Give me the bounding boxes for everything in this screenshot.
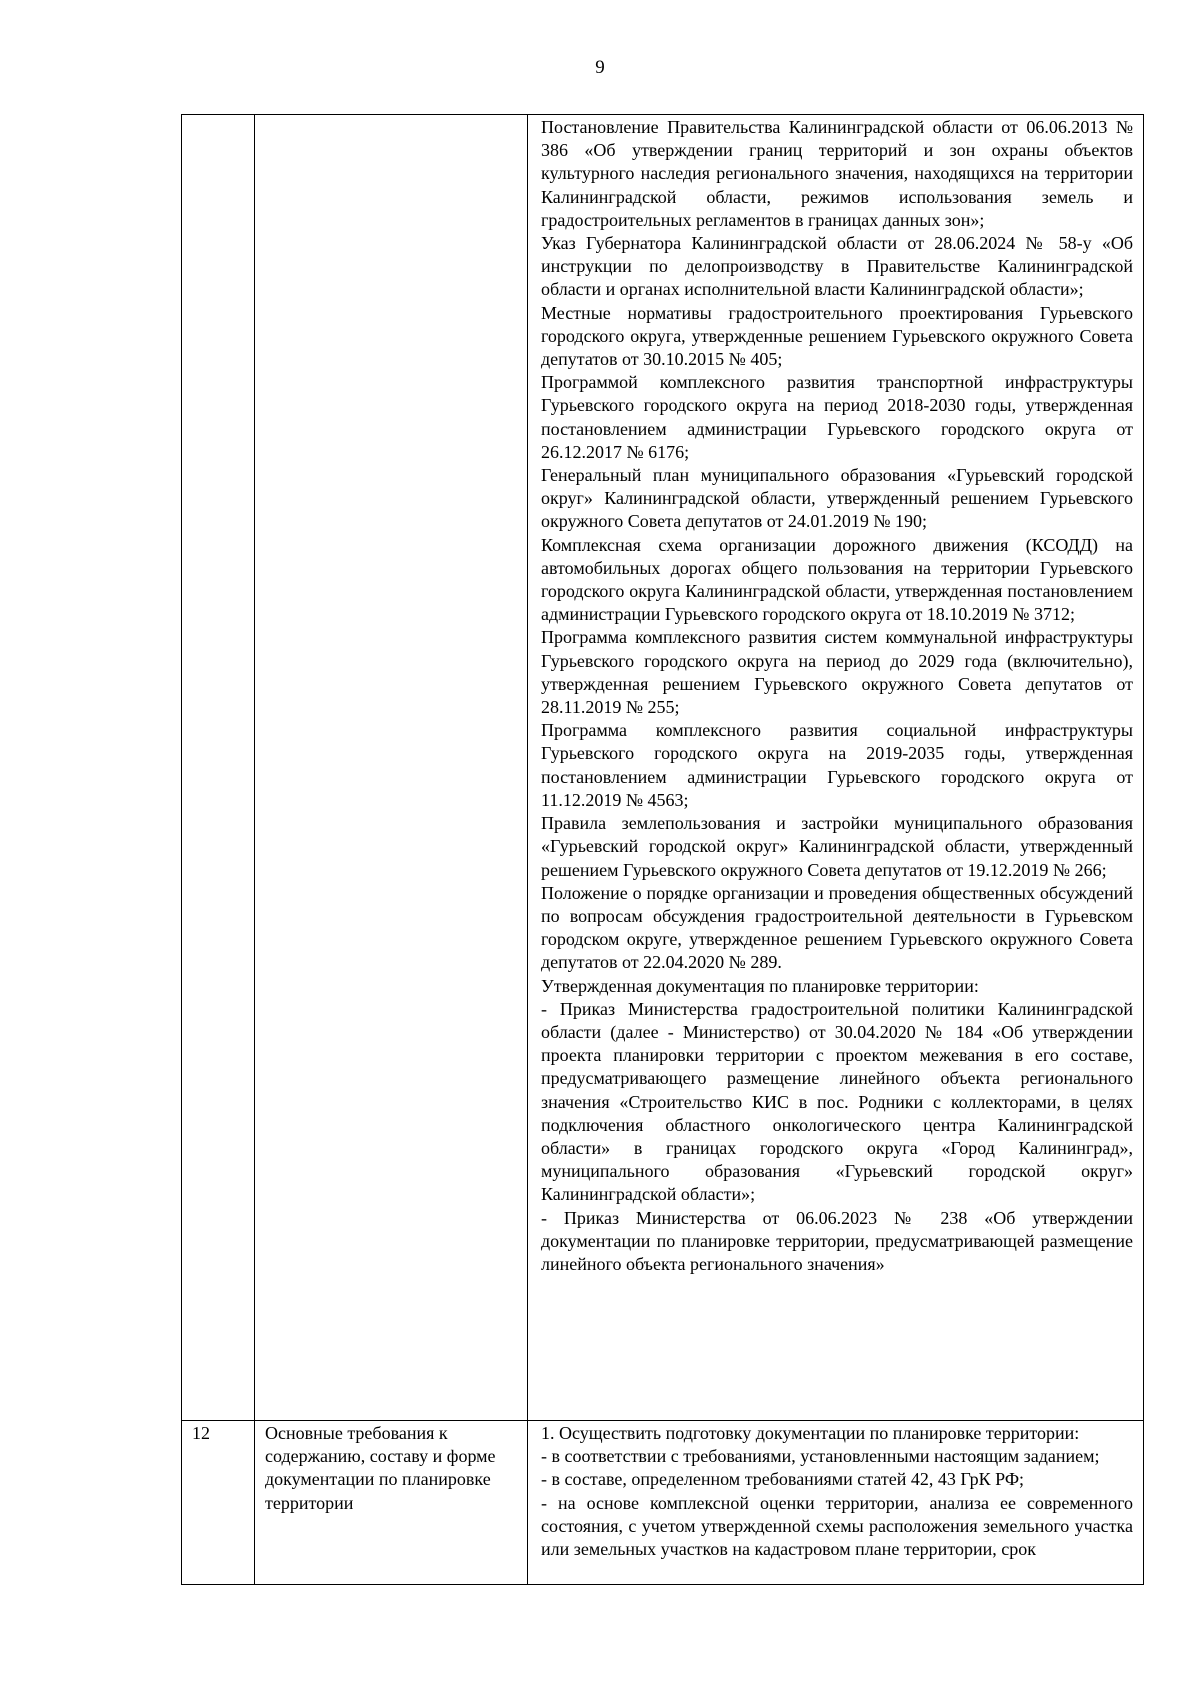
requirements-table — [181, 114, 1144, 1585]
content-paragraph: - Приказ Министерства градостроительной политики Калининградской области (далее - Министерство) от 30.04.2020 № 184 «Об утверждении проекта планировки территории с проектом межевания в его составе, предусматривающего размещение линейного объекта регионального значения «Строительство КИС в пос. Родники с коллекторами, в целях подключения областного онкологического центра Калининградской области» в границах городского округа «Город Калининград», муниципального образования «Гурьевский городской округ» Калининградской области»; — [541, 998, 1133, 1205]
content-paragraph: - в соответствии с требованиями, установленными настоящим заданием; — [541, 1446, 1100, 1467]
content-paragraph: - на основе комплексной оценки территории, анализа ее современного состояния, с учетом утвержденной схемы расположения земельного участка или земельных участков на кадастровом плане территории, срок — [541, 1492, 1133, 1560]
content-paragraph: Программа комплексного развития систем коммунальной инфраструктуры Гурьевского городского округа на период до 2029 года (включительно), утвержденная решением Гурьевского окружного Совета депутатов от 28.11.2019 № 255; — [541, 627, 1133, 718]
row-content-cell — [528, 115, 1144, 1421]
content-paragraph: Программа комплексного развития социальной инфраструктуры Гурьевского городского округа на 2019-2035 годы, утвержденная постановлением администрации Гурьевского городского округа от 11.12.2019 № 4563; — [541, 720, 1133, 810]
content-paragraph: 1. Осуществить подготовку документации по планировке территории: — [541, 1423, 1080, 1443]
row-name-cell — [255, 115, 528, 1421]
row-number-cell — [182, 115, 255, 1421]
content-paragraph: Местные нормативы градостроительного проектирования Гурьевского городского округа, утвержденные решением Гурьевского окружного Совета депутатов от 30.10.2015 № 405; — [541, 302, 1133, 370]
content-paragraph: Генеральный план муниципального образования «Гурьевский городской округ» Калининградской области, утвержденный решением Гурьевского окружного Совета депутатов от 24.01.2019 № 190; — [541, 465, 1133, 532]
content-paragraph: Положение о порядке организации и проведения общественных обсуждений по вопросам обсуждения градостроительной деятельности в Гурьевском городском округе, утвержденное решением Гурьевского окружного Совета депутатов от 22.04.2020 № 289. — [541, 882, 1133, 973]
page-number: 9 — [595, 57, 605, 78]
content-paragraph: Правила землепользования и застройки муниципального образования «Гурьевский городской округ» Калининградской области, утвержденный решением Гурьевского окружного Совета депутатов от 19.12.2019 № 266; — [541, 813, 1133, 880]
content-paragraph: - в составе, определенном требованиями статей 42, 43 ГрК РФ; — [541, 1469, 1025, 1490]
content-paragraph: Указ Губернатора Калининградской области от 28.06.2024 № 58-у «Об инструкции по делопроизводству в Правительстве Калининградской области и органах исполнительной власти Калининградской области»; — [541, 233, 1133, 300]
row-content-cell — [528, 1421, 1144, 1585]
content-paragraph: Постановление Правительства Калининградской области от 06.06.2013 № 386 «Об утверждении границ территорий и зон охраны объектов культурного наследия регионального значения, находящихся на территории Калининградской области, режимов использования земель и градостроительных регламентов в границах данных зон»; — [541, 117, 1133, 230]
row-number-cell: 12 — [182, 1421, 255, 1585]
row-name-cell: Основные требования к содержанию, составу и форме документации по планировке территории — [255, 1421, 528, 1585]
content-paragraph: Утвержденная документация по планировке территории: — [541, 975, 979, 996]
content-paragraph: - Приказ Министерства от 06.06.2023 № 238 «Об утверждении документации по планировке территории, предусматривающей размещение линейного объекта регионального значения» — [541, 1207, 1133, 1274]
table-row — [182, 1421, 1144, 1585]
content-paragraph: Комплексная схема организации дорожного движения (КСОДД) на автомобильных дорогах общего пользования на территории Гурьевского городского округа Калининградской области, утвержденная постановлением администрации Гурьевского городского округа от 18.10.2019 № 3712; — [541, 534, 1133, 625]
content-paragraph: Программой комплексного развития транспортной инфраструктуры Гурьевского городского округа на период 2018-2030 годы, утвержденная постановлением администрации Гурьевского городского округа от 26.12.2017 № 6176; — [541, 372, 1133, 462]
table-row — [182, 115, 1144, 1421]
